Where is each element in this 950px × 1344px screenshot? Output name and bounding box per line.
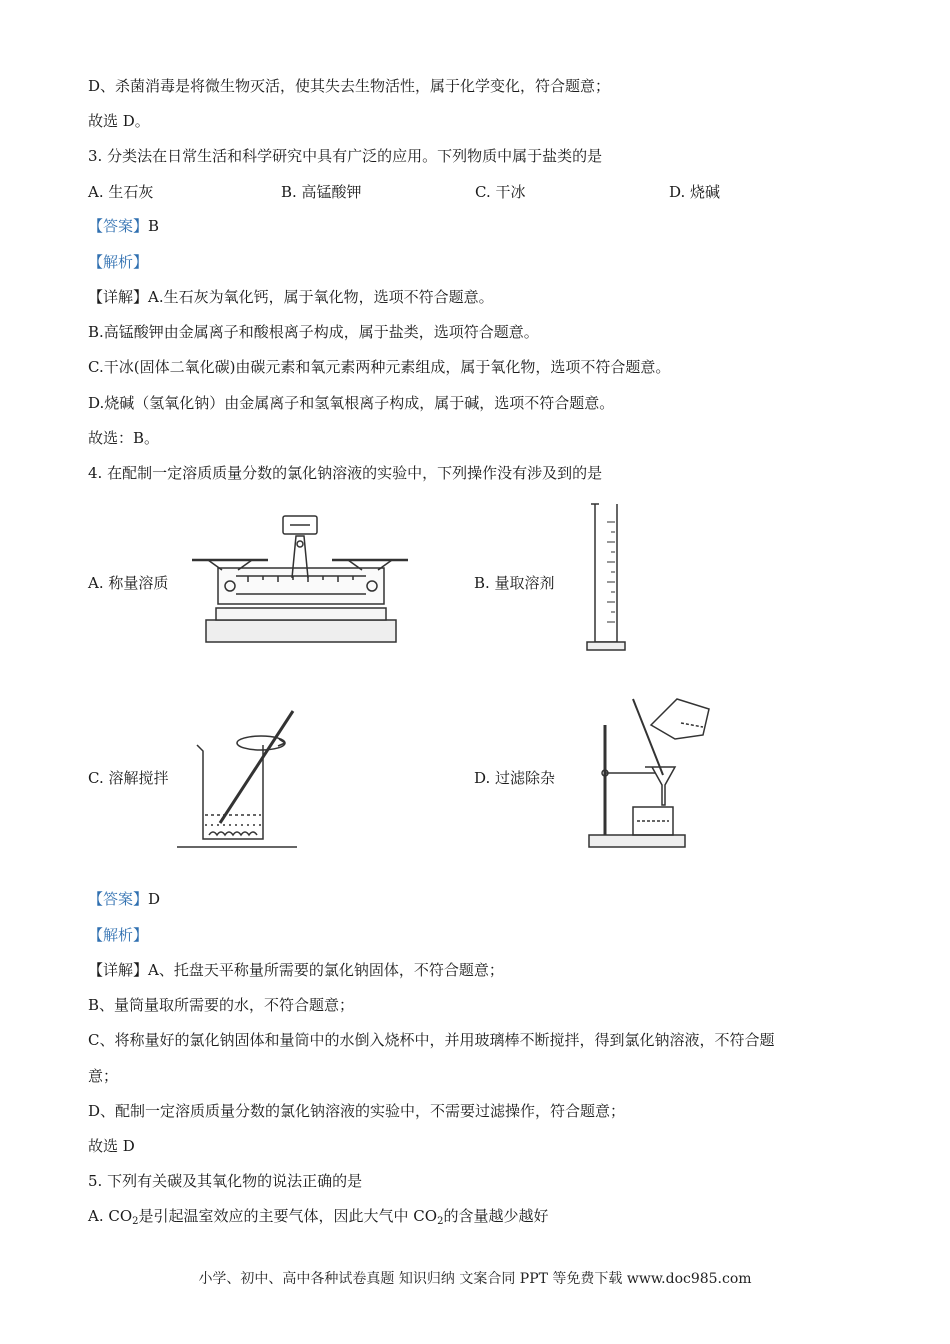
q3-detail-d: D.烧碱（氢氧化钠）由金属离子和氢氧根离子构成，属于碱，选项不符合题意。 [88, 394, 615, 412]
line-d-sterilization: D、杀菌消毒是将微生物灭活，使其失去生物活性，属于化学变化，符合题意； [88, 77, 611, 95]
question-4: 4. 在配制一定溶质质量分数的氯化钠溶液的实验中，下列操作没有涉及到的是 [88, 464, 603, 482]
page-footer: 小学、初中、高中各种试卷真题 知识归纳 文案合同 PPT 等免费下载 www.doc985.com [198, 1271, 752, 1287]
graduated-cylinder-figure [585, 500, 635, 655]
q4-option-b-label: B. 量取溶剂 [474, 574, 555, 592]
line-choose-d: 故选 D。 [88, 112, 150, 130]
subscript: 2 [132, 1216, 139, 1227]
question-5: 5. 下列有关碳及其氧化物的说法正确的是 [88, 1172, 363, 1190]
q3-detail-b: B.高锰酸钾由金属离子和酸根离子构成，属于盐类，选项符合题意。 [88, 323, 539, 341]
q4-option-a-label: A. 称量溶质 [88, 574, 169, 592]
q3-answer [88, 216, 159, 236]
answer-tag: 【答案】 [88, 890, 149, 908]
stirring-beaker-figure [175, 705, 300, 855]
answer-value: D [148, 890, 161, 908]
opt-text: 是引起温室效应的主要气体，因此大气中 CO [138, 1207, 438, 1225]
opt-text: A. CO [88, 1207, 133, 1225]
q4-option-d-label: D. 过滤除杂 [474, 769, 556, 787]
q4-detail-d: D、配制一定溶质质量分数的氯化钠溶液的实验中，不需要过滤操作，符合题意； [88, 1102, 626, 1120]
detail-tag: 【详解】 [88, 288, 149, 306]
q3-option-d: D. 烧碱 [669, 183, 721, 201]
q4-detail-a [88, 960, 504, 980]
q4-detail-b: B、量筒量取所需要的水，不符合题意； [88, 996, 355, 1014]
q3-detail-a [88, 287, 494, 307]
balance-scale-figure [188, 508, 413, 648]
q3-analysis-tag: 【解析】 [88, 253, 149, 271]
q3-detail-c: C.干冰(固体二氧化碳)由碳元素和氧元素两种元素组成，属于氧化物，选项不符合题意。 [88, 358, 671, 376]
q4-detail-c-cont: 意； [88, 1067, 119, 1085]
q3-option-a: A. 生石灰 [88, 183, 154, 201]
q4-detail-c: C、将称量好的氯化钠固体和量筒中的水倒入烧杯中，并用玻璃棒不断搅拌，得到氯化钠溶液，不符合题 [88, 1031, 775, 1049]
filtration-figure [585, 695, 715, 855]
q3-option-b: B. 高锰酸钾 [281, 183, 362, 201]
opt-text: 的含量越少越好 [443, 1207, 549, 1225]
answer-value: B [148, 217, 160, 235]
question-3: 3. 分类法在日常生活和科学研究中具有广泛的应用。下列物质中属于盐类的是 [88, 147, 603, 165]
q4-option-c-label: C. 溶解搅拌 [88, 769, 169, 787]
q4-analysis-tag: 【解析】 [88, 926, 149, 944]
subscript: 2 [437, 1216, 444, 1227]
answer-tag: 【答案】 [88, 217, 149, 235]
q3-conclusion: 故选：B。 [88, 429, 160, 447]
detail-text: A、托盘天平称量所需要的氯化钠固体，不符合题意； [148, 961, 504, 979]
q4-conclusion: 故选 D [88, 1137, 135, 1155]
detail-text: A.生石灰为氧化钙，属于氧化物，选项不符合题意。 [148, 288, 494, 306]
q3-option-c: C. 干冰 [475, 183, 526, 201]
q5-option-a [88, 1206, 548, 1232]
q4-answer [88, 889, 160, 909]
detail-tag: 【详解】 [88, 961, 149, 979]
